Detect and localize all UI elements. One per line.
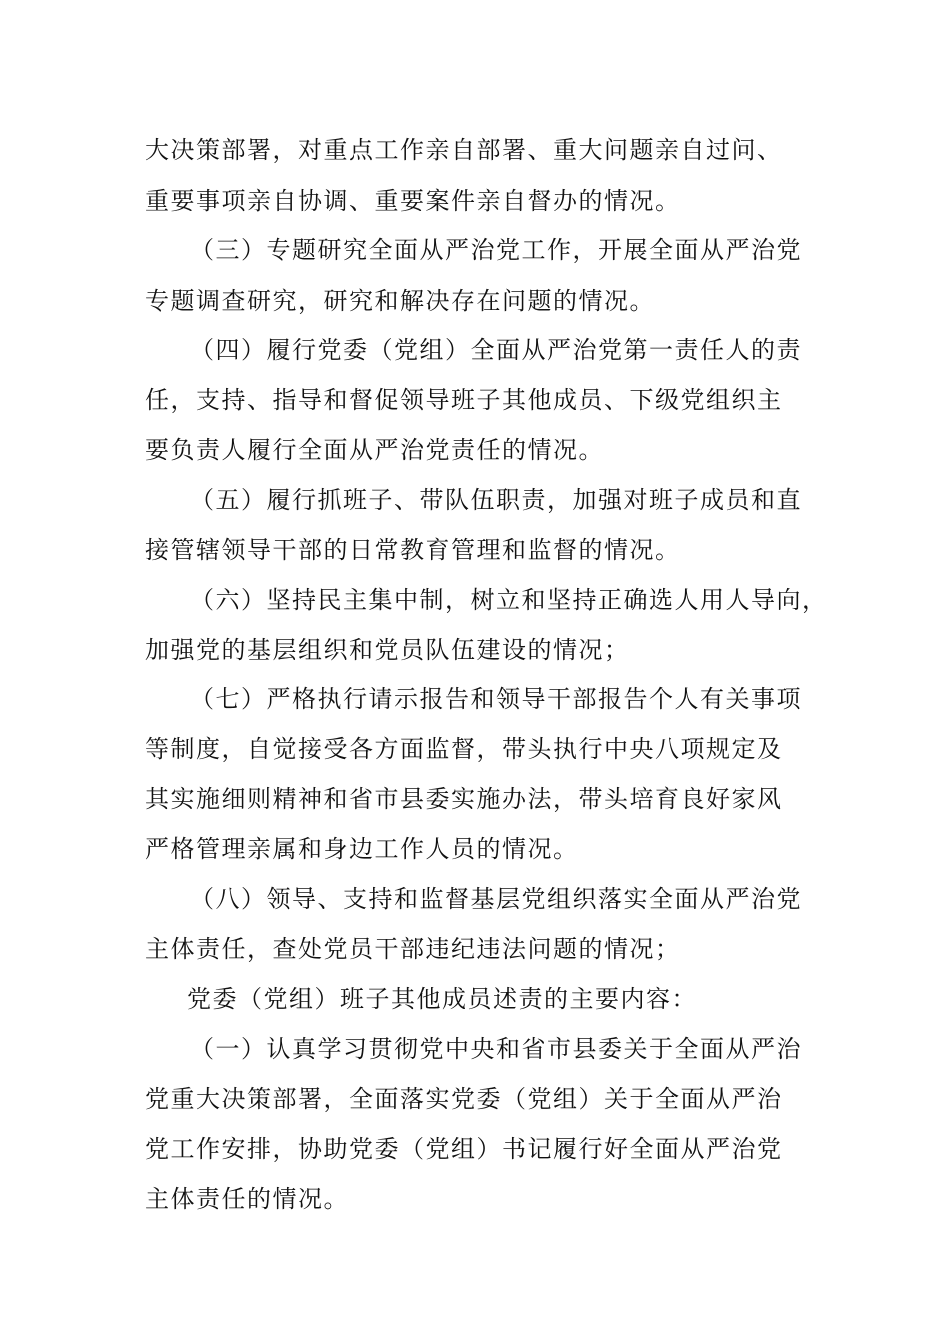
text-line-4: 专题调查研究，研究和解决存在问题的情况。 (145, 287, 655, 315)
text-line-18: 党委（党组）班子其他成员述责的主要内容： (187, 985, 697, 1013)
text-line-10: （六）坚持民主集中制，树立和坚持正确选人用人导向， (190, 586, 828, 614)
text-line-8: （五）履行抓班子、带队伍职责，加强对班子成员和直 (190, 486, 802, 514)
text-line-17: 主体责任，查处党员干部违纪违法问题的情况； (145, 935, 681, 963)
text-line-13: 等制度，自觉接受各方面监督，带头执行中央八项规定及 (145, 735, 783, 763)
text-line-20: 党重大决策部署，全面落实党委（党组）关于全面从严治 (145, 1085, 783, 1113)
text-line-1: 大决策部署，对重点工作亲自部署、重大问题亲自过问、 (145, 136, 783, 164)
text-line-5: （四）履行党委（党组）全面从严治党第一责任人的责 (190, 336, 802, 364)
text-line-3: （三）专题研究全面从严治党工作，开展全面从严治党 (190, 236, 802, 264)
text-line-19: （一）认真学习贯彻党中央和省市县委关于全面从严治 (190, 1035, 802, 1063)
text-line-15: 严格管理亲属和身边工作人员的情况。 (145, 835, 579, 863)
text-line-6: 任，支持、指导和督促领导班子其他成员、下级党组织主 (145, 386, 783, 414)
text-line-7: 要负责人履行全面从严治党责任的情况。 (145, 436, 604, 464)
text-line-21: 党工作安排，协助党委（党组）书记履行好全面从严治党 (145, 1135, 783, 1163)
text-line-9: 接管辖领导干部的日常教育管理和监督的情况。 (145, 536, 681, 564)
text-line-2: 重要事项亲自协调、重要案件亲自督办的情况。 (145, 187, 681, 215)
text-line-22: 主体责任的情况。 (145, 1185, 349, 1213)
text-line-12: （七）严格执行请示报告和领导干部报告个人有关事项 (190, 685, 802, 713)
text-line-14: 其实施细则精神和省市县委实施办法，带头培育良好家风 (145, 785, 783, 813)
text-line-11: 加强党的基层组织和党员队伍建设的情况； (145, 636, 630, 664)
text-line-16: （八）领导、支持和监督基层党组织落实全面从严治党 (190, 885, 802, 913)
